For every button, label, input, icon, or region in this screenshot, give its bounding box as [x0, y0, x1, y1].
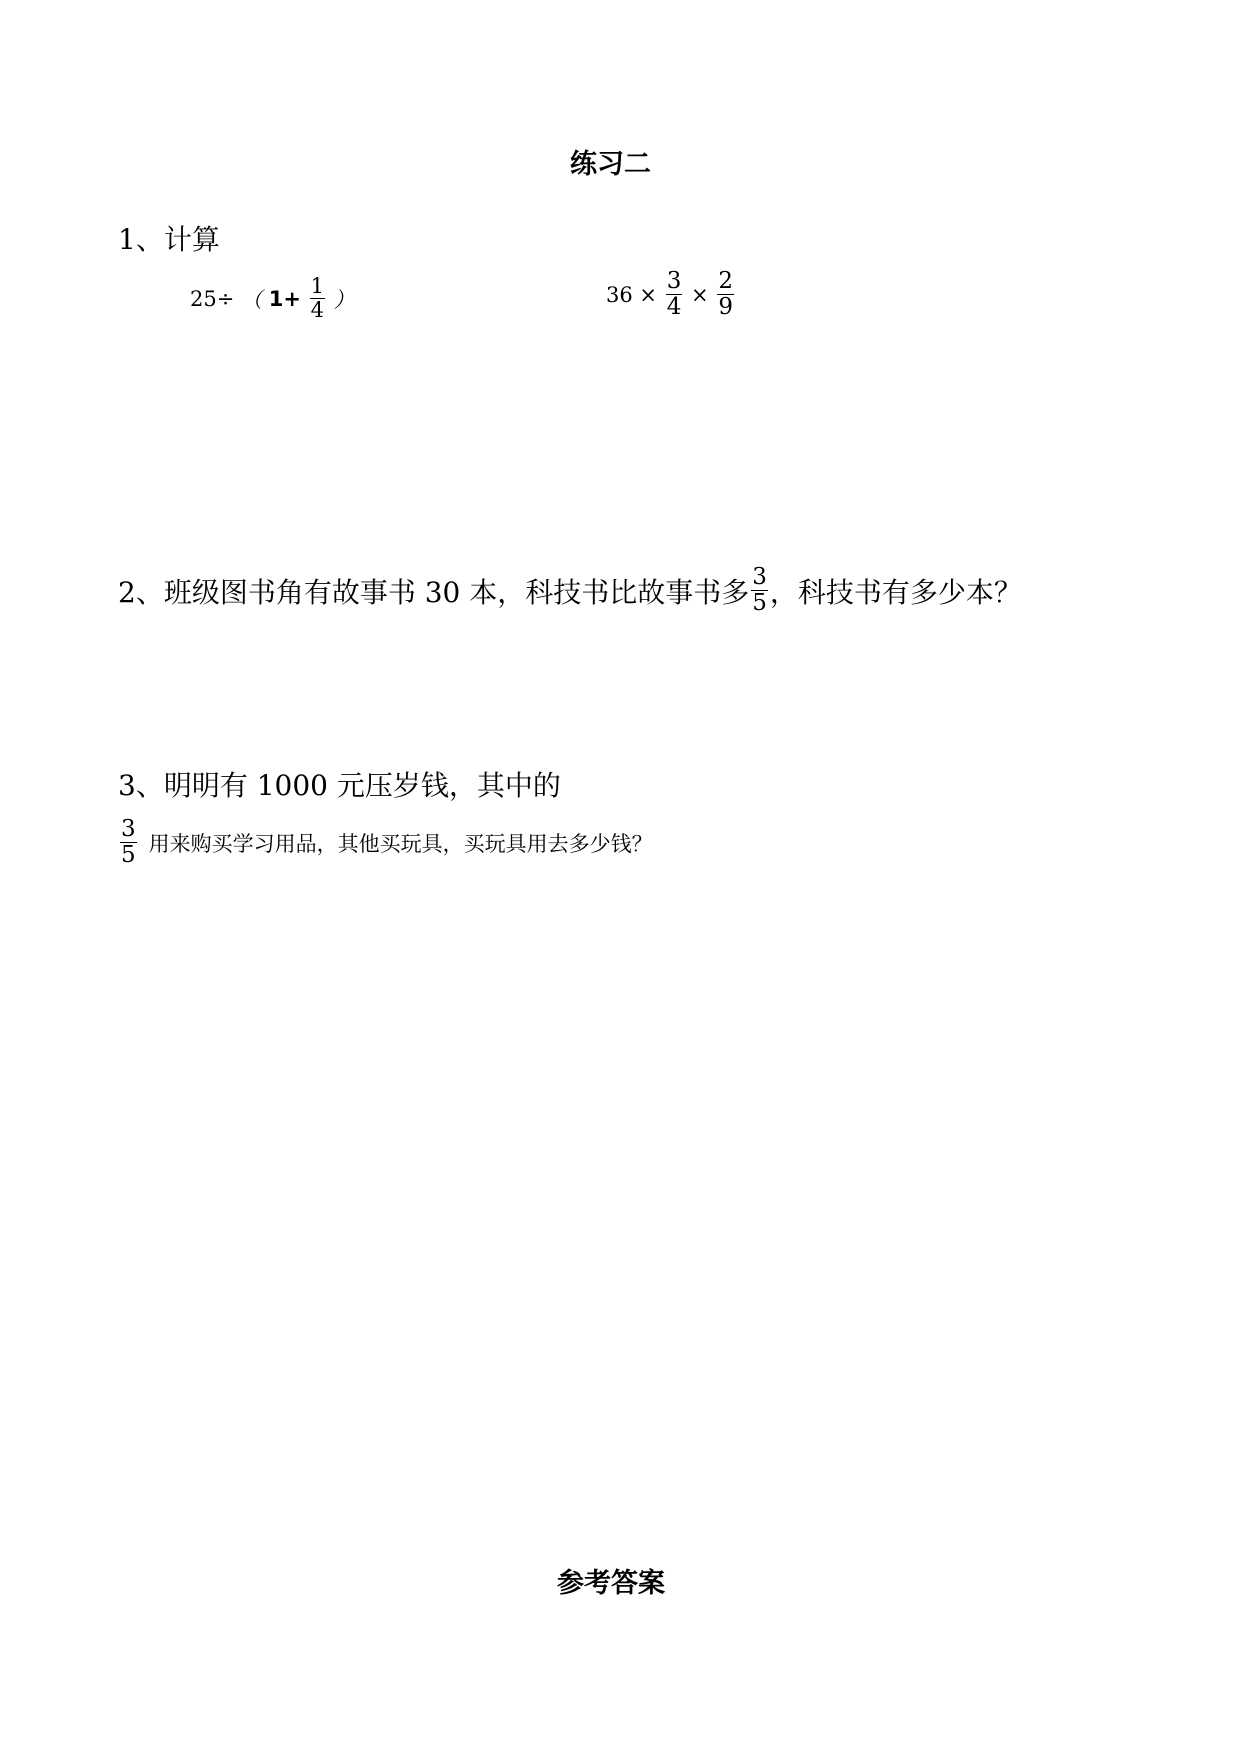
page-title: 练习二	[570, 149, 651, 180]
fraction-denominator: 4	[666, 294, 682, 320]
fraction-numerator: 1	[310, 274, 324, 298]
fraction-three-quarters	[666, 270, 683, 319]
fraction-numerator: 2	[718, 268, 733, 294]
question-3-text: 用来购买学习用品，其他买玩具，买玩具用去多少钱？	[148, 831, 653, 856]
question-1-label: 1、计算	[118, 223, 220, 256]
times-sign: ×	[639, 282, 658, 307]
question-1-expression-b	[606, 270, 736, 319]
question-2-text-after: ，科技书有多少本？	[769, 575, 1022, 609]
fraction-numerator: 3	[666, 268, 682, 294]
fraction-three-fifths	[751, 566, 768, 615]
question-2-text-before: 2、班级图书角有故事书 30 本，科技书比故事书多	[118, 575, 750, 609]
fraction-denominator: 4	[310, 298, 324, 322]
fraction-one-quarter	[310, 276, 325, 321]
times-sign: ×	[691, 282, 709, 307]
question-1-expression-a	[190, 276, 355, 321]
fraction-denominator: 5	[121, 842, 136, 868]
expr-a-prefix: 25÷	[190, 286, 235, 311]
question-2	[118, 566, 1022, 615]
fraction-denominator: 9	[718, 294, 733, 320]
expr-a-open-paren: （	[241, 287, 263, 312]
fraction-two-ninths	[717, 270, 734, 319]
fraction-denominator: 5	[752, 590, 767, 616]
question-3-line-1: 3、明明有 1000 元压岁钱，其中的	[118, 769, 561, 802]
fraction-three-fifths	[120, 818, 137, 867]
fraction-numerator: 3	[752, 564, 767, 590]
expr-a-one-plus: 1+	[268, 286, 301, 311]
expr-a-close-paren: ）	[333, 287, 355, 312]
fraction-numerator: 3	[121, 816, 136, 842]
answers-heading: 参考答案	[557, 1568, 665, 1599]
question-3-line-2	[118, 818, 653, 867]
expr-b-prefix: 36	[606, 282, 633, 307]
